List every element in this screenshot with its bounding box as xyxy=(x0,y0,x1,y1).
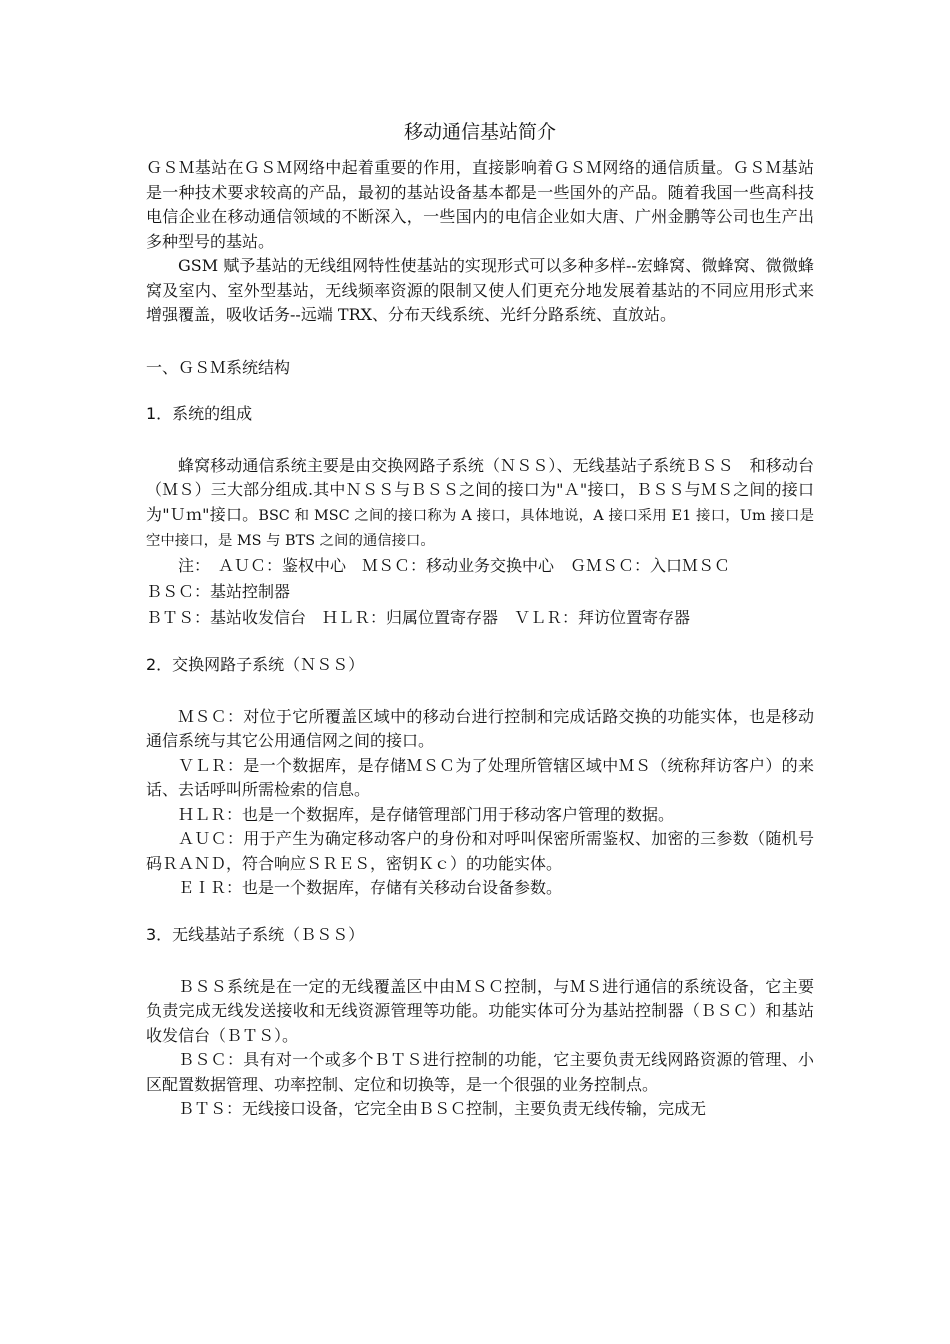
document-title: 移动通信基站简介 xyxy=(403,121,556,143)
nss-msc-paragraph: ＭＳＣ：对位于它所覆盖区域中的移动台进行控制和完成话路交换的功能实体，也是移动通信系统与其它公用通信网之间的接口。 xyxy=(146,706,814,750)
nss-vlr-paragraph: ＶＬＲ：是一个数据库，是存储ＭＳＣ为了处理所管辖区域中ＭＳ（统称拜访客户）的来话、去话呼叫所需检索的信息。 xyxy=(146,755,814,799)
note-line-3: ＢＴＳ：基站收发信台 ＨＬＲ：归属位置寄存器 ＶＬＲ：拜访位置寄存器 xyxy=(146,607,691,627)
nss-hlr-paragraph: ＨＬＲ：也是一个数据库，是存储管理部门用于移动客户管理的数据。 xyxy=(178,804,675,824)
note-line-2: ＢＳＣ：基站控制器 xyxy=(146,581,291,601)
note-line-1: 注： ＡＵＣ：鉴权中心 ＭＳＣ：移动业务交换中心 ＧＭＳＣ：入口ＭＳＣ xyxy=(178,555,731,575)
bss-bts-paragraph: ＢＴＳ：无线接口设备，它完全由ＢＳＣ控制，主要负责无线传输，完成无 xyxy=(178,1099,707,1118)
subsection-heading-system-composition: 1．系统的组成 xyxy=(146,403,253,423)
bss-bsc-paragraph: ＢＳＣ：具有对一个或多个ＢＴＳ进行控制的功能，它主要负责无线网路资源的管理、小区配置数据管理、功率控制、定位和切换等，是一个很强的业务控制点。 xyxy=(146,1050,814,1094)
bss-paragraph: ＢＳＳ系统是在一定的无线覆盖区中由ＭＳＣ控制，与ＭＳ进行通信的系统设备，它主要负责完成无线发送接收和无线资源管理等功能。功能实体可分为基站控制器（ＢＳＣ）和基站收发信台（ＢＴＳ）。 xyxy=(146,976,814,1045)
document-page xyxy=(146,118,814,1122)
nss-auc-paragraph: ＡＵＣ：用于产生为确定移动客户的身份和对呼叫保密所需鉴权、加密的三参数（随机号码ＲＡＮＤ，符合响应ＳＲＥＳ，密钥Ｋｃ）的功能实体。 xyxy=(146,829,814,873)
section-heading-gsm-structure: 一、ＧＳＭ系统结构 xyxy=(146,357,291,377)
intro-paragraph-2: GSM 赋予基站的无线组网特性使基站的实现形式可以多种多样--宏蜂窝、微蜂窝、微微蜂窝及室内、室外型基站，无线频率资源的限制又使人们更充分地发展着基站的不同应用形式来增强覆盖，吸收话务--远端 TRX、分布天线系统、光纤分路系统、直放站。 xyxy=(146,256,814,324)
composition-text-interfaces: BSC 和 MSC 之间的接口称为 A 接口，具体地说，A 接口采用 E1 接口，Um 接口是空中接口，是 MS 与 BTS 之间的通信接口。 xyxy=(146,507,814,549)
subsection-heading-bss: 3．无线基站子系统（ＢＳＳ） xyxy=(146,924,365,944)
composition-text-main: 蜂窝移动通信系统主要是由交换网路子系统（ＮＳＳ）、无线基站子系统ＢＳＳ 和移动台（ＭＳ）三大部分组成.其中ＮＳＳ与ＢＳＳ之间的接口为"Ａ"接口，ＢＳＳ与ＭＳ之间的接口为"Ｕｍ"接口。 xyxy=(146,455,814,524)
composition-paragraph xyxy=(146,454,814,553)
subsection-heading-nss: 2．交换网路子系统（ＮＳＳ） xyxy=(146,654,365,674)
nss-eir-paragraph: ＥＩＲ：也是一个数据库，存储有关移动台设备参数。 xyxy=(178,878,563,897)
intro-paragraph-1: ＧＳＭ基站在ＧＳＭ网络中起着重要的作用，直接影响着ＧＳＭ网络的通信质量。ＧＳＭ基站是一种技术要求较高的产品，最初的基站设备基本都是一些国外的产品。随着我国一些高科技电信企业在移动通信领域的不断深入，一些国内的电信企业如大唐、广州金鹏等公司也生产出多种型号的基站。 xyxy=(146,158,814,251)
